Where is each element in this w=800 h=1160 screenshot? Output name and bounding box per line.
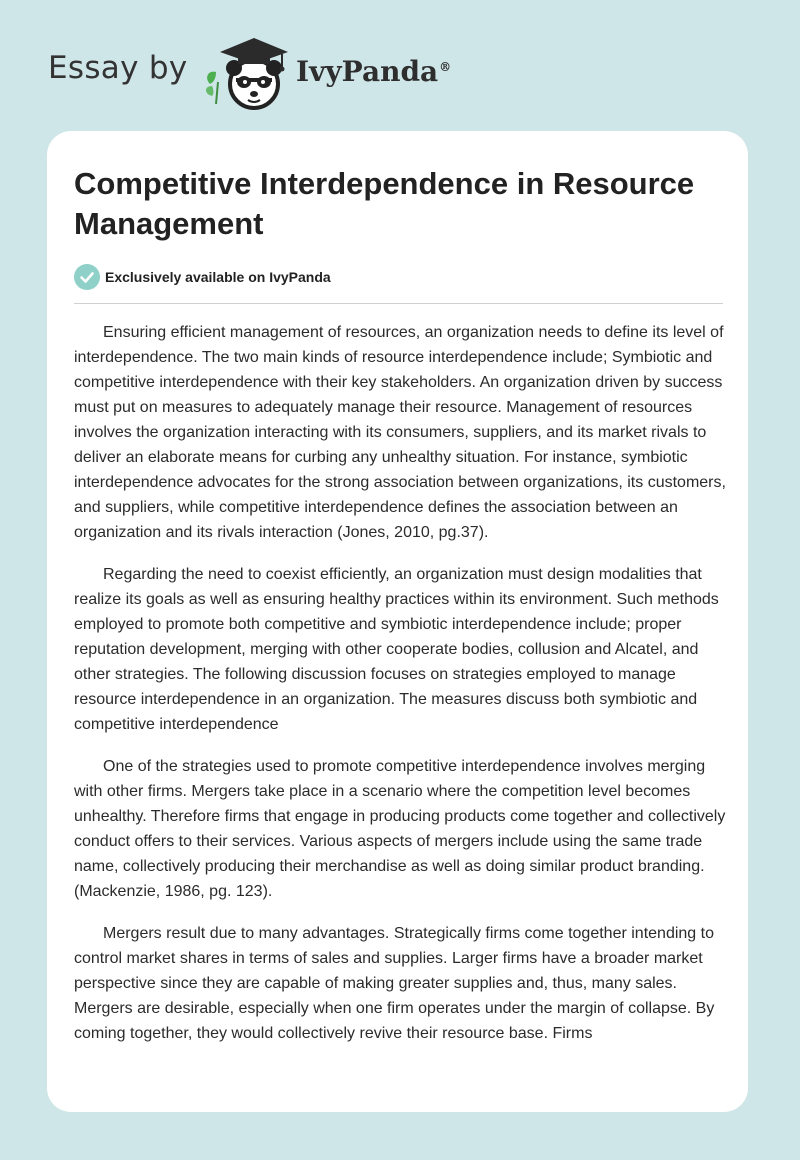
paragraph: One of the strategies used to promote competitive interdependence involves merging with other firms. Mergers take place in a scenario where the competition level becomes unhealthy. Therefore firms that engage in producing products come together and collectively conduct offers to their services. Various aspects of mergers include using the same trade name, collectively producing their merchandise as well as doing similar product branding. (Mackenzie, 1986, pg. 123).	[74, 758, 726, 900]
brand-name[interactable]: IvyPanda®	[296, 55, 452, 88]
exclusive-label: Exclusively available on IvyPanda	[105, 269, 331, 285]
essay-card	[47, 131, 748, 1112]
divider	[74, 303, 723, 304]
leaf-icon	[206, 72, 218, 104]
paragraph: Mergers result due to many advantages. Strategically firms come together intending to control market shares in terms of sales and supplies. Larger firms have a broader market perspective since they are capable of making greater supplies and, thus, many sales. Mergers are desirable, especially when one firm operates under the margin of collapse. By coming together, they would collectively revive their resource base. Firms	[74, 925, 715, 1042]
essay-body	[74, 320, 726, 1063]
page-title: Competitive Interdependence in Resource Management	[74, 166, 695, 241]
site-header	[0, 0, 800, 125]
paragraph: Ensuring efficient management of resources, an organization needs to define its level of interdependence. The two main kinds of resource interdependence include; Symbiotic and competitive interdependence with their key stakeholders. An organization driven by success must put on measures to adequately manage their resource. Management of resources involves the organization interacting with its consumers, suppliers, and its market rivals to deliver an elaborate means for curbing any unhealthy situation. For instance, symbiotic interdependence advocates for the strong association between organizations, its customers, and suppliers, while competitive interdependence defines the association between an organization and its rivals interaction (Jones, 2010, pg.37).	[74, 324, 726, 541]
paragraph: Regarding the need to coexist efficiently, an organization must design modalities that realize its goals as well as ensuring healthy practices within its environment. Such methods employed to promote both competitive and symbiotic interdependence include; proper reputation development, merging with other cooperate bodies, collusion and Alcatel, and other strategies. The following discussion focuses on strategies employed to manage resource interdependence in an organization. The measures discuss both symbiotic and competitive interdependence	[74, 566, 719, 733]
trademark-symbol: ®	[439, 59, 452, 74]
check-circle-icon	[74, 264, 100, 290]
exclusive-badge	[74, 264, 331, 290]
essay-by-label: Essay by	[48, 50, 188, 86]
panda-graduate-logo-icon[interactable]	[202, 34, 297, 114]
